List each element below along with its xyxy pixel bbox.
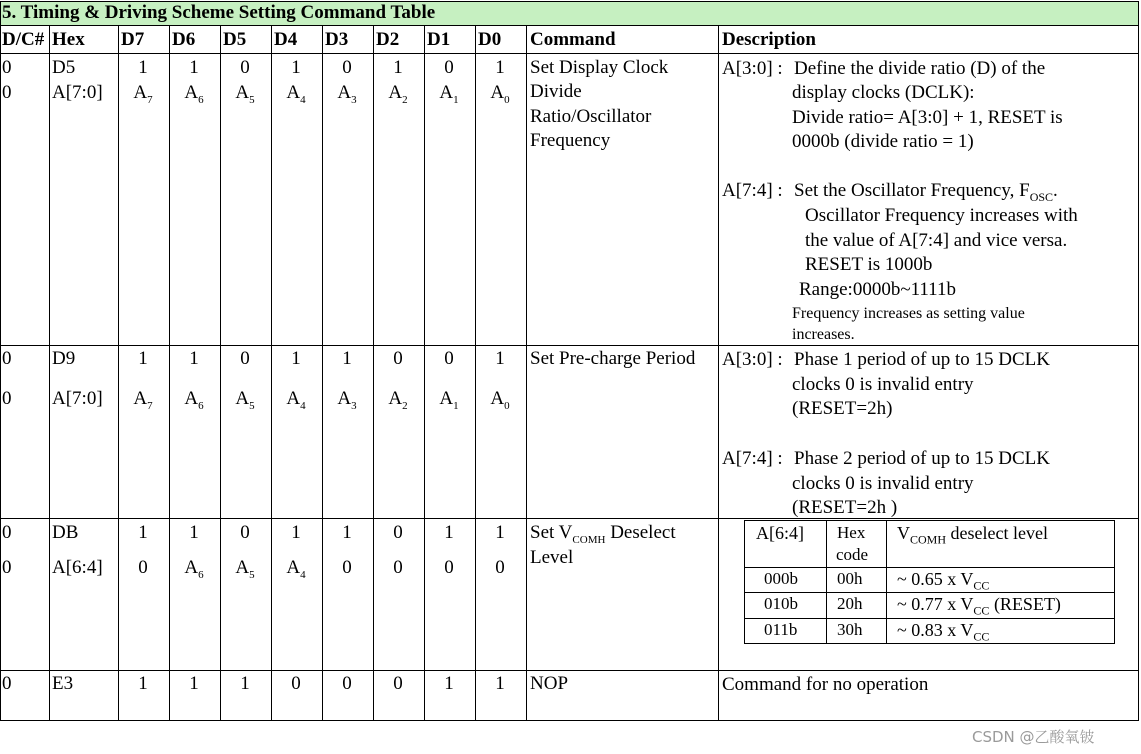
bit-cell: $A_1$ [439, 82, 459, 106]
vcomh-row1-hex: 00h [837, 569, 863, 588]
vcomh-row2-hex: 20h [837, 594, 863, 613]
row1-hex-line1: D5 [52, 57, 76, 78]
bit-cell: 0 [393, 673, 403, 694]
bit-cell: $A_3$ [337, 388, 357, 412]
bit-cell: 0 [342, 57, 352, 78]
bit-cell: 1 [138, 348, 148, 369]
header-command: Command [530, 29, 616, 50]
bit-cell: 1 [240, 673, 250, 694]
row2-desc-b-line1: Phase 2 period of up to 15 DCLK [794, 448, 1050, 469]
row2-desc-b-label: A[7:4] : [722, 448, 783, 469]
row4-desc: Command for no operation [722, 674, 929, 695]
row1-command-line1: Set Display Clock [530, 57, 669, 78]
vcomh-row3-level: ~ 0.83 x $V_{CC}$ [897, 620, 990, 644]
row1-dc-line2: 0 [2, 82, 12, 103]
row1-command-line3: Ratio/Oscillator [530, 106, 652, 127]
row3-dc-line1: 0 [2, 522, 12, 543]
bit-cell: $A_6$ [184, 557, 204, 581]
bit-cell: $A_6$ [184, 82, 204, 106]
bit-cell: 1 [291, 348, 301, 369]
row1-desc-b-note2: increases. [792, 326, 855, 343]
row1-command-line2: Divide [530, 81, 582, 102]
row1-desc-a-line3: Divide ratio= A[3:0] + 1, RESET is [792, 107, 1063, 128]
bit-cell: 0 [240, 348, 250, 369]
bit-cell: 1 [189, 348, 199, 369]
bit-cell: $A_3$ [337, 82, 357, 106]
row1-desc-a-line2: display clocks (DCLK): [792, 82, 975, 103]
vcomh-row2-a: 010b [764, 594, 798, 613]
header-d5: D5 [223, 29, 247, 50]
bit-cell: 1 [189, 57, 199, 78]
row1-desc-a-line1: Define the divide ratio (D) of the [794, 58, 1046, 79]
row1-desc-b-note1: Frequency increases as setting value [792, 305, 1025, 322]
row2-dc-line1: 0 [2, 348, 12, 369]
bit-cell: 0 [444, 57, 454, 78]
row3-command-line1: Set $V_{COMH}$ Deselect [530, 522, 676, 546]
bit-cell: $A_7$ [133, 82, 153, 106]
header-d6: D6 [172, 29, 196, 50]
header-d1: D1 [427, 29, 451, 50]
bit-cell: 0 [240, 522, 250, 543]
row1-desc-b-line2: Oscillator Frequency increases with [805, 205, 1078, 226]
bit-cell: 1 [291, 57, 301, 78]
bit-cell: 1 [342, 348, 352, 369]
header-d2: D2 [376, 29, 400, 50]
bit-cell: $A_6$ [184, 388, 204, 412]
row3-dc-line2: 0 [2, 557, 12, 578]
bit-cell: 1 [138, 522, 148, 543]
row2-desc-a-line3: (RESET=2h) [792, 398, 893, 419]
bit-cell: $A_5$ [235, 388, 255, 412]
bit-cell: 1 [189, 522, 199, 543]
row2-dc-line2: 0 [2, 388, 12, 409]
bit-cell: 1 [342, 522, 352, 543]
bit-cell: 1 [495, 348, 505, 369]
vcomh-row1-level: ~ 0.65 x $V_{CC}$ [897, 569, 990, 593]
bit-cell: 1 [444, 522, 454, 543]
bit-cell: 1 [495, 522, 505, 543]
bit-cell: $A_7$ [133, 388, 153, 412]
bit-cell: 0 [444, 348, 454, 369]
vcomh-header-hex: Hex [837, 523, 866, 542]
row1-desc-b-label: A[7:4] : [722, 180, 783, 201]
row2-hex-line1: D9 [52, 348, 76, 369]
row1-command-line4: Frequency [530, 130, 611, 151]
row1-desc-b-line4: RESET is 1000b [805, 254, 933, 275]
row4-hex: E3 [52, 673, 74, 694]
bit-cell: 0 [444, 557, 454, 578]
section-title: 5. Timing & Driving Scheme Setting Command Table [2, 2, 436, 23]
vcomh-row3-hex: 30h [837, 620, 863, 639]
bit-cell: $A_5$ [235, 82, 255, 106]
bit-cell: $A_4$ [286, 557, 306, 581]
row2-desc-a-line2: clocks 0 is invalid entry [792, 374, 974, 395]
header-d3: D3 [325, 29, 349, 50]
bit-cell: 1 [138, 57, 148, 78]
row1-dc-line1: 0 [2, 57, 12, 78]
bit-cell: 0 [393, 348, 403, 369]
header-description: Description [722, 29, 816, 50]
header-d7: D7 [121, 29, 145, 50]
bit-cell: $A_2$ [388, 82, 408, 106]
bit-cell: 0 [393, 557, 403, 578]
row3-hex-line2: A[6:4] [52, 557, 103, 578]
row2-desc-a-line1: Phase 1 period of up to 15 DCLK [794, 349, 1050, 370]
vcomh-row3-a: 011b [764, 620, 798, 639]
row1-desc-a-label: A[3:0] : [722, 58, 783, 79]
header-dc: D/C# [2, 29, 45, 50]
row2-desc-b-line3: (RESET=2h ) [792, 497, 898, 518]
row4-command: NOP [530, 673, 569, 694]
vcomh-header-level: $V_{COMH}$ deselect level [897, 523, 1048, 547]
bit-cell: 1 [138, 673, 148, 694]
header-d0: D0 [478, 29, 502, 50]
bit-cell: 1 [444, 673, 454, 694]
bit-cell: 1 [189, 673, 199, 694]
bit-cell: 0 [291, 673, 301, 694]
bit-cell: 1 [393, 57, 403, 78]
vcomh-row1-a: 000b [764, 569, 798, 588]
row1-desc-b-range: Range:0000b~1111b [799, 279, 956, 300]
bit-cell: 0 [495, 557, 505, 578]
bit-cell: 0 [240, 57, 250, 78]
bit-cell: $A_2$ [388, 388, 408, 412]
row3-command-line2: Level [530, 547, 574, 568]
bit-cell: 1 [291, 522, 301, 543]
vcomh-header-a: A[6:4] [756, 523, 804, 543]
bit-cell: 0 [393, 522, 403, 543]
row2-command: Set Pre-charge Period [530, 348, 696, 369]
bit-cell: 0 [138, 557, 148, 578]
header-d4: D4 [274, 29, 298, 50]
row2-desc-b-line2: clocks 0 is invalid entry [792, 473, 974, 494]
row2-hex-line2: A[7:0] [52, 388, 103, 409]
bit-cell: 1 [495, 673, 505, 694]
row1-desc-b-line3: the value of A[7:4] and vice versa. [805, 230, 1068, 251]
bit-cell: $A_0$ [490, 82, 510, 106]
row1-desc-a-line4: 0000b (divide ratio = 1) [792, 131, 974, 152]
row3-hex-line1: DB [52, 522, 79, 543]
bit-cell: $A_4$ [286, 388, 306, 412]
bit-cell: $A_5$ [235, 557, 255, 581]
row1-desc-b-line1: Set the Oscillator Frequency, $F_{OSC}$. [794, 180, 1058, 204]
bit-cell: $A_4$ [286, 82, 306, 106]
vcomh-row2-level: ~ 0.77 x $V_{CC}$ (RESET) [897, 594, 1061, 618]
vcomh-header-code: code [836, 545, 869, 564]
bit-cell: 1 [495, 57, 505, 78]
header-hex: Hex [52, 29, 85, 50]
bit-cell: $A_0$ [490, 388, 510, 412]
bit-cell: 0 [342, 673, 352, 694]
watermark-text: CSDN @乙酸氧铍 [972, 728, 1095, 746]
row2-desc-a-label: A[3:0] : [722, 349, 783, 370]
bit-cell: 0 [342, 557, 352, 578]
bit-cell: $A_1$ [439, 388, 459, 412]
row1-hex-line2: A[7:0] [52, 82, 103, 103]
row4-dc: 0 [2, 673, 12, 694]
